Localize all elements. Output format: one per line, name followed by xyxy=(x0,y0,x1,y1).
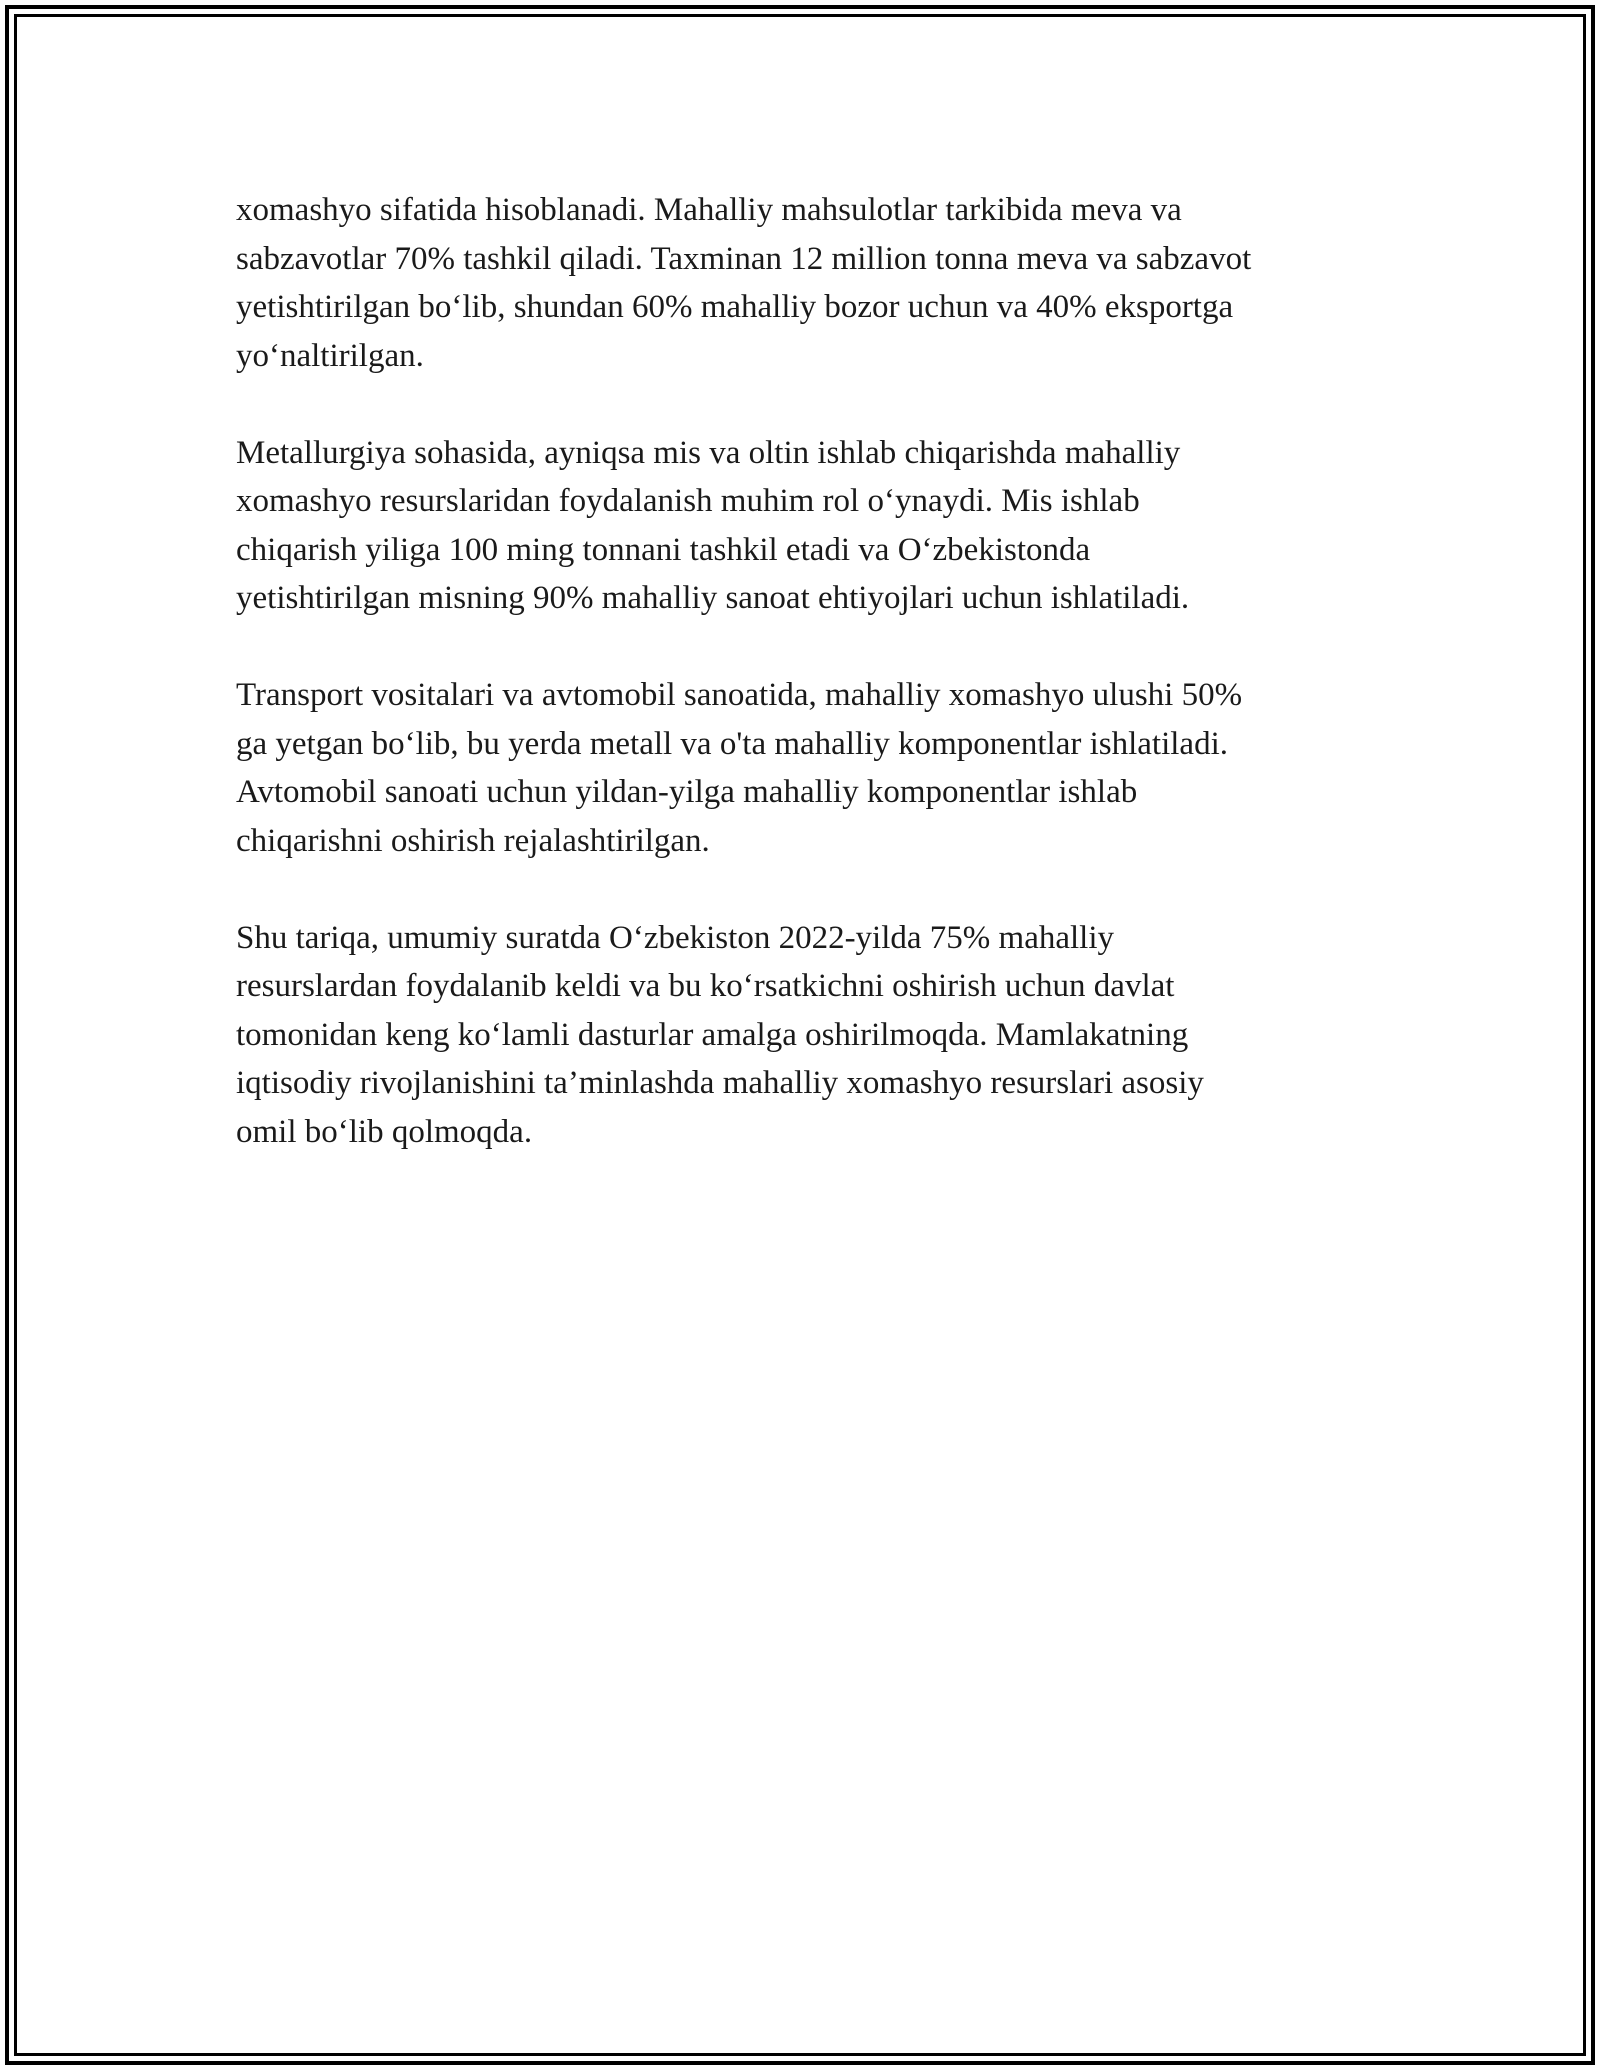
text-line: yo‘naltirilgan. xyxy=(236,337,424,374)
text-line: tomonidan keng ko‘lamli dasturlar amalga oshirilmoqda. Mamlakatning xyxy=(236,1016,1189,1053)
text-line: chiqarish yiliga 100 ming tonnani tashkil etadi va O‘zbekistonda xyxy=(236,531,1091,568)
text-line: yetishtirilgan bo‘lib, shundan 60% mahalliy bozor uchun va 40% eksportga xyxy=(236,289,1234,325)
text-line: sabzavotlar 70% tashkil qiladi. Taxminan 12 million tonna meva va sabzavot xyxy=(236,240,1252,277)
paragraph-1 xyxy=(236,186,1386,380)
text-line: omil bo‘lib qolmoqda. xyxy=(236,1113,533,1150)
paragraph-4 xyxy=(236,914,1386,1157)
text-line: yetishtirilgan misning 90% mahalliy sanoat ehtiyojlari uchun ishlatiladi. xyxy=(236,580,1190,616)
text-line: Transport vositalari va avtomobil sanoatida, mahalliy xomashyo ulushi 50% xyxy=(236,677,1243,713)
text-line: Metallurgiya sohasida, ayniqsa mis va oltin ishlab chiqarishda mahalliy xyxy=(236,434,1181,471)
text-line: xomashyo resurslaridan foydalanish muhim rol o‘ynaydi. Mis ishlab xyxy=(236,483,1140,519)
text-line: ga yetgan bo‘lib, bu yerda metall va o'ta mahalliy komponentlar ishlatiladi. xyxy=(236,725,1228,762)
paragraph-3 xyxy=(236,671,1386,865)
paragraph-2 xyxy=(236,429,1386,623)
document-body xyxy=(236,186,1386,1205)
text-line: resurslardan foydalanib keldi va bu ko‘rsatkichni oshirish uchun davlat xyxy=(236,968,1175,1004)
text-line: chiqarishni oshirish rejalashtirilgan. xyxy=(236,822,710,859)
text-line: iqtisodiy rivojlanishini ta’minlashda mahalliy xomashyo resurslari asosiy xyxy=(236,1065,1204,1101)
text-line: Shu tariqa, umumiy suratda O‘zbekiston 2022-yilda 75% mahalliy xyxy=(236,919,1114,956)
text-line: Avtomobil sanoati uchun yildan-yilga mahalliy komponentlar ishlab xyxy=(236,774,1138,810)
text-line: xomashyo sifatida hisoblanadi. Mahalliy mahsulotlar tarkibida meva va xyxy=(236,192,1182,228)
